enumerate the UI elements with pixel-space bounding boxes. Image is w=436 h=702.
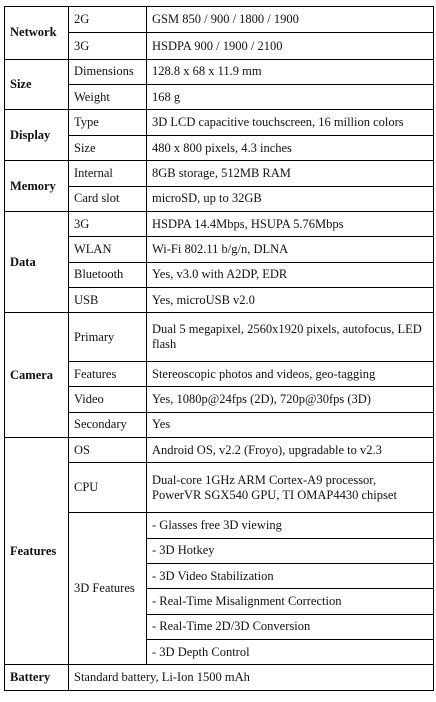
table-row bbox=[5, 513, 434, 538]
spec-value: 3D LCD capacitive touchscreen, 16 million colors bbox=[147, 110, 434, 135]
list-item: - 3D Hotkey bbox=[147, 538, 434, 563]
category-data: Data bbox=[5, 211, 69, 312]
table-row bbox=[5, 262, 434, 287]
sub-label: 3G bbox=[69, 211, 147, 236]
list-item: - Real-Time 2D/3D Conversion bbox=[147, 614, 434, 639]
category-battery: Battery bbox=[5, 665, 69, 691]
table-row bbox=[5, 237, 434, 262]
list-item: - Glasses free 3D viewing bbox=[147, 513, 434, 538]
sub-label-3d-features: 3D Features bbox=[69, 513, 147, 665]
spec-value: Yes, v3.0 with A2DP, EDR bbox=[147, 262, 434, 287]
sub-label: Size bbox=[69, 135, 147, 160]
list-item: - 3D Video Stabilization bbox=[147, 563, 434, 588]
sub-label: 3G bbox=[69, 33, 147, 59]
table-row bbox=[5, 211, 434, 236]
table-row bbox=[5, 161, 434, 186]
category-network: Network bbox=[5, 7, 69, 60]
sub-label: Weight bbox=[69, 85, 147, 110]
spec-value: GSM 850 / 900 / 1800 / 1900 bbox=[147, 7, 434, 33]
spec-value: 8GB storage, 512MB RAM bbox=[147, 161, 434, 186]
spec-value: Dual-core 1GHz ARM Cortex-A9 processor, PowerVR SGX540 GPU, TI OMAP4430 chipset bbox=[147, 463, 434, 513]
spec-value: Dual 5 megapixel, 2560x1920 pixels, autofocus, LED flash bbox=[147, 313, 434, 362]
table-row bbox=[5, 110, 434, 135]
category-features: Features bbox=[5, 438, 69, 665]
sub-label: CPU bbox=[69, 463, 147, 513]
table-row bbox=[5, 362, 434, 387]
spec-value: 128.8 x 68 x 11.9 mm bbox=[147, 59, 434, 84]
table-row bbox=[5, 412, 434, 437]
sub-label: Video bbox=[69, 387, 147, 412]
category-camera: Camera bbox=[5, 313, 69, 438]
table-row bbox=[5, 665, 434, 691]
sub-label: Secondary bbox=[69, 412, 147, 437]
list-item: - 3D Depth Control bbox=[147, 640, 434, 665]
category-size: Size bbox=[5, 59, 69, 110]
table-row bbox=[5, 186, 434, 211]
category-memory: Memory bbox=[5, 161, 69, 212]
spec-value: Yes, 1080p@24fps (2D), 720p@30fps (3D) bbox=[147, 387, 434, 412]
sub-label: Bluetooth bbox=[69, 262, 147, 287]
spec-table bbox=[4, 6, 434, 691]
table-row bbox=[5, 7, 434, 33]
table-row bbox=[5, 85, 434, 110]
table-row bbox=[5, 135, 434, 160]
spec-value: microSD, up to 32GB bbox=[147, 186, 434, 211]
spec-value: Wi-Fi 802.11 b/g/n, DLNA bbox=[147, 237, 434, 262]
sub-label: Type bbox=[69, 110, 147, 135]
spec-value: HSDPA 900 / 1900 / 2100 bbox=[147, 33, 434, 59]
list-item: - Real-Time Misalignment Correction bbox=[147, 589, 434, 614]
table-row bbox=[5, 33, 434, 59]
table-row bbox=[5, 438, 434, 463]
spec-value: Yes bbox=[147, 412, 434, 437]
category-display: Display bbox=[5, 110, 69, 161]
spec-value: HSDPA 14.4Mbps, HSUPA 5.76Mbps bbox=[147, 211, 434, 236]
spec-value: Stereoscopic photos and videos, geo-tagging bbox=[147, 362, 434, 387]
sub-label: Features bbox=[69, 362, 147, 387]
spec-value: Android OS, v2.2 (Froyo), upgradable to v2.3 bbox=[147, 438, 434, 463]
table-row bbox=[5, 387, 434, 412]
sub-label: Card slot bbox=[69, 186, 147, 211]
spec-value: Yes, microUSB v2.0 bbox=[147, 287, 434, 312]
table-row bbox=[5, 59, 434, 84]
spec-value: 480 x 800 pixels, 4.3 inches bbox=[147, 135, 434, 160]
spec-value: Standard battery, Li-Ion 1500 mAh bbox=[69, 665, 434, 691]
sub-label: WLAN bbox=[69, 237, 147, 262]
sub-label: Primary bbox=[69, 313, 147, 362]
table-row bbox=[5, 463, 434, 513]
sub-label: 2G bbox=[69, 7, 147, 33]
sub-label: Internal bbox=[69, 161, 147, 186]
sub-label: Dimensions bbox=[69, 59, 147, 84]
table-row bbox=[5, 287, 434, 312]
sub-label: OS bbox=[69, 438, 147, 463]
spec-value: 168 g bbox=[147, 85, 434, 110]
table-row bbox=[5, 313, 434, 362]
sub-label: USB bbox=[69, 287, 147, 312]
